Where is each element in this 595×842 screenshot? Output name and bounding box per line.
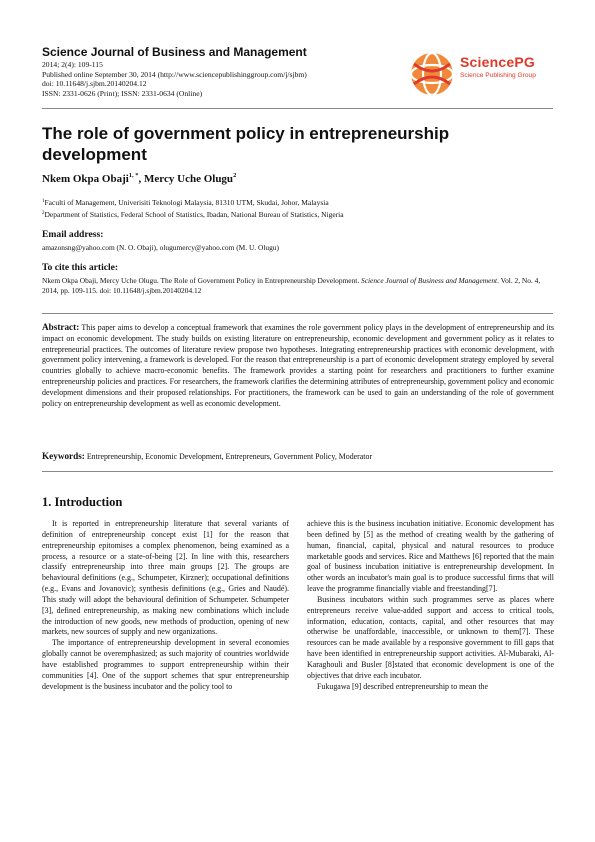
section-heading: 1. Introduction [42,495,123,509]
abstract [42,322,554,409]
author-1-affiliation-mark: 1, * [128,172,139,179]
logo-name: SciencePG [460,54,535,70]
affiliation-2: $^2$Department of Statistics, Federal School of Statistics, Ibadan, National Bureau of Statistics, Nigeria [42,210,344,219]
sciencepg-globe-icon [408,50,456,98]
publication-meta [42,60,372,98]
publisher-logo [408,50,558,98]
author-2-affiliation-mark: 2 [233,172,237,179]
paragraph: achieve this is the business incubation initiative. Economic development has been defined by [5] as the method of creating wealth by the gathering of human, financial, capital, physical and natural resources to produce marketable goods and services. Rice and Matthews [6] reported that the main goal of business incubation initiative is entrepreneurship development. In other words an incubator's main goal is to produce successful firms that will leave the programme financially viable and freestanding[7]. [307,519,554,594]
journal-name: Science Journal of Business and Management [42,45,307,59]
affiliation-1: $^1$Faculti of Management, Univerisiti Teknologi Malaysia, 81310 UTM, Skudai, Johor, Malaysia [42,198,329,207]
logo-subtitle: Science Publishing Group [460,72,536,79]
abstract-label: Abstract: [42,322,80,332]
author-1: Nkem Okpa Obaji [42,173,129,185]
header-divider [42,108,553,109]
keywords-text: Entrepreneurship, Economic Development, Entrepreneurs, Government Policy, Moderator [86,452,373,461]
author-line [42,172,236,185]
meta-published: Published online September 30, 2014 (http://www.sciencepublishinggroup.com/j/sjbm) [42,69,307,79]
email-addresses: amazonsng@yahoo.com (N. O. Obaji), olugumercy@yahoo.com (M. U. Olugu) [42,243,279,252]
body-column-left [42,519,289,693]
author-2: , Mercy Uche Olugu [138,173,234,185]
meta-volume: 2014; 2(4): 109-115 [42,60,103,69]
abstract-divider-top [42,313,553,314]
meta-issn: ISSN: 2331-0626 (Print); ISSN: 2331-0634 (Online) [42,88,203,98]
keywords [42,451,554,461]
paragraph: It is reported in entrepreneurship literature that several variants of definition of entrepreneurship concept exist [1] for the reason that entrepreneurship epitomises a complex phenomenon, being examined as a process, a resource or a state-of-being [2]. In line with this, researchers classify entrepreneurship into three main groups [2]. The groups are behavioural definitions (e.g., Schumpeter, Kirzner); occupational definitions (e.g., Evans and Jovanovic); synthesis definitions (e.g., Gries and Naudé). This study will adopt the behavioural definition of Schumpeter. Schumpeter [3], defined entrepreneurship, as making new combinations which include the introduction of new goods, new methods of production, opening of new markets, new sources of supply and new organizations. [42,519,289,637]
abstract-text: This paper aims to develop a conceptual framework that examines the role government policy plays in the development of entrepreneurship and its impact on economic development. The study builds on existing literature on entrepreneurship, economic development and government policy as it relates to entrepreneurial practices. The outcomes of literature review propose two hypotheses. Integrating entrepreneurship practices with economic development, with government policy intervening, a framework is developed. For the reason that entrepreneurship is a part of economic development strategy employed by several countries globally to achieve macro-economic benefits. The framework provides a starting point for researchers and practitioners to further examine entrepreneurship policies and practices. For researchers, the framework clarifies the determining attributes of entrepreneurship, government policy and economic development dimensions and their proposed relationships. For practitioners, the framework can be used to gain an understanding of the role of government policy on entrepreneurship development as well as economic development. [42,323,555,408]
meta-doi: doi: 10.11648/j.sjbm.20140204.12 [42,79,147,89]
citation-journal: Science Journal of Business and Management [361,276,498,285]
citation-text: Nkem Okpa Obaji, Mercy Uche Olugu. The Role of Government Policy in Entrepreneurship Development. Science Journal of Business and Management. Vol. 2, No. 4, 2014, pp. 109-115. doi: 10.11648/j.sjbm.20140204.12 [42,276,541,295]
abstract-divider-bottom [42,471,553,472]
keywords-label: Keywords: [42,451,85,461]
paragraph: Fukugawa [9] described entrepreneurship to mean the [317,681,489,691]
article-title: The role of government policy in entrepreneurship development [42,124,450,164]
email-heading: Email address: [42,229,104,240]
body-column-right [307,519,554,693]
cite-heading: To cite this article: [42,262,119,273]
paragraph: The importance of entrepreneurship development in several economies globally cannot be overemphasized; as such majority of countries worldwide have established programmes to support entrepreneurship within their communities [4]. One of the support schemes that spur entrepreneurship development is the business incubator and the policy tool to [42,638,289,691]
paragraph: Business incubators within such programmes serve as places where entrepreneurs receive value-added support and access to critical tools, information, education, contacts, capital, and other resources that may otherwise be unaffordable, inaccessible, or unknown to them[7]. These resources can be made available by a responsive government to fill gaps that have been identified in entrepreneurship support activities. Al-Mubaraki, Al-Karaghouli and Busler [8]stated that economic development is one of the objectives that drive each incubator. [307,594,554,680]
